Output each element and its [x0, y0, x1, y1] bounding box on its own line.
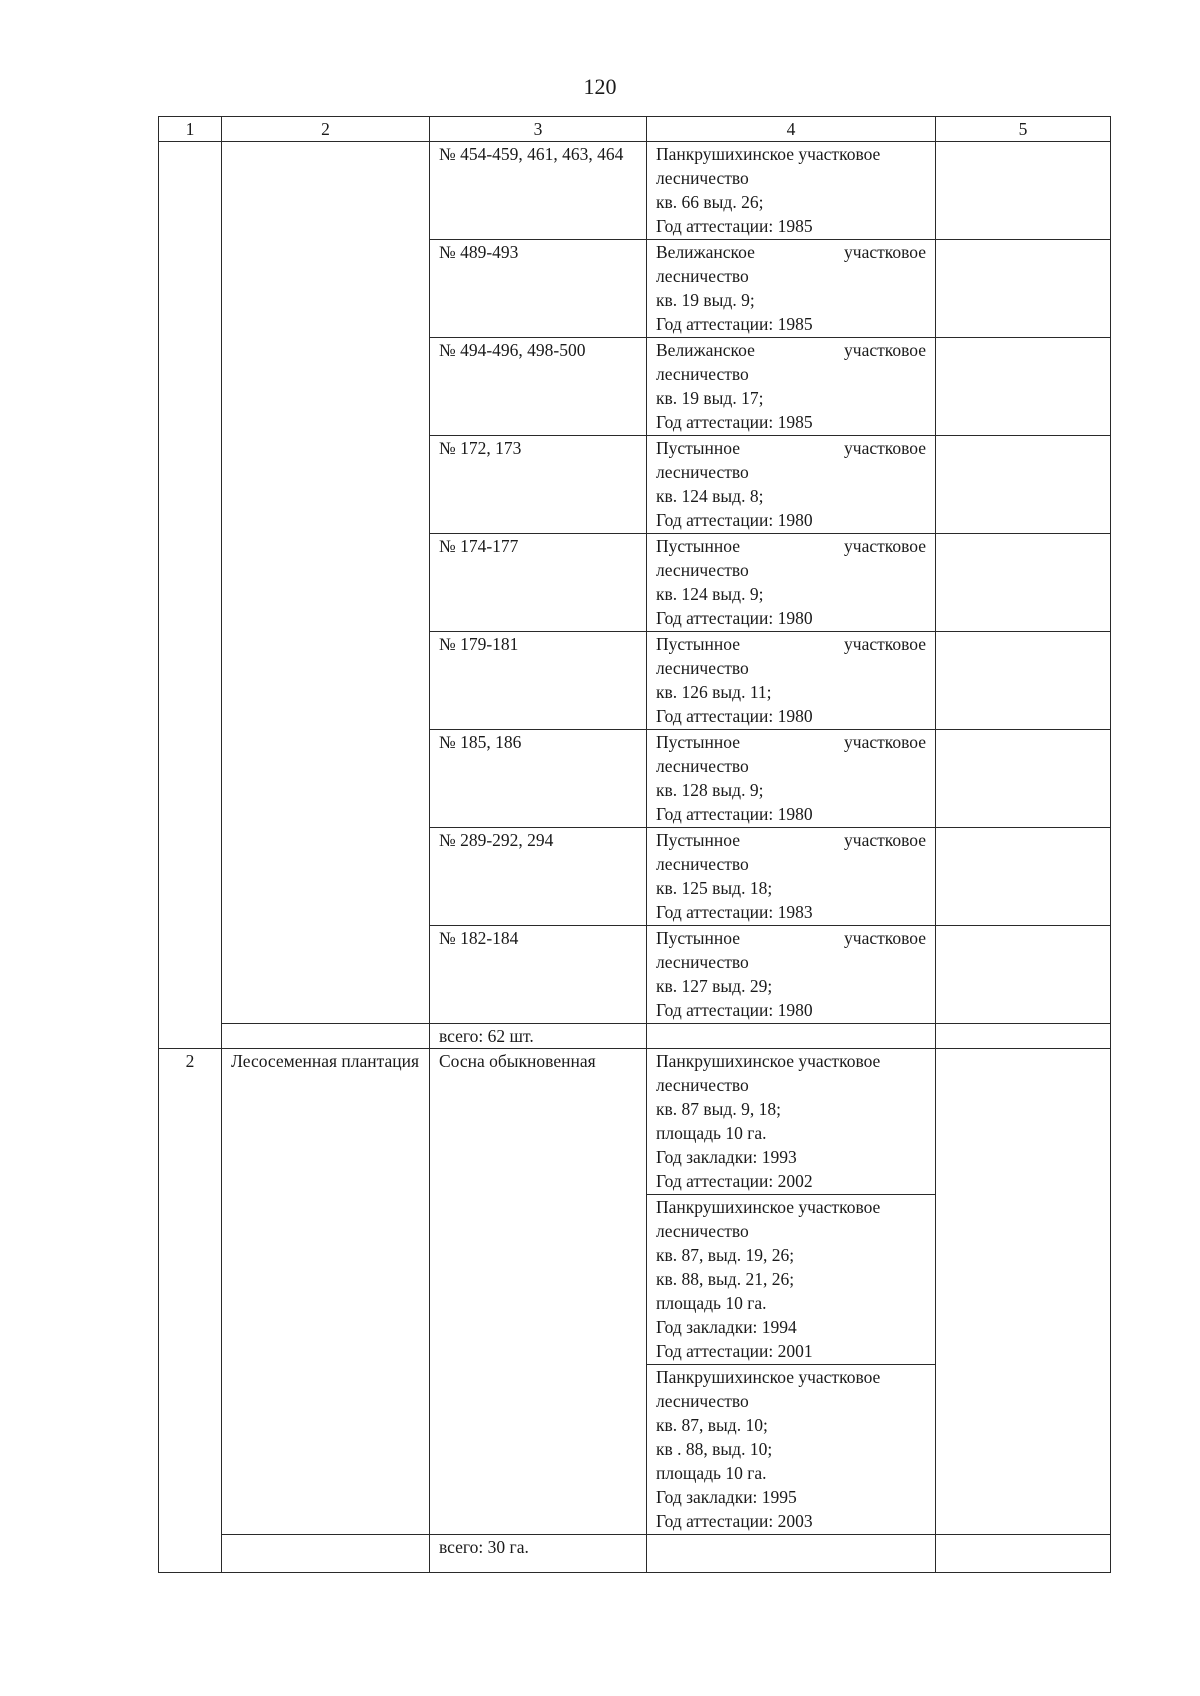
forestry-location: Велижанское участковое лесничество кв. 19 выд. 9; Год аттестации: 1985	[647, 240, 936, 338]
tree-numbers: № 174-177	[430, 534, 647, 632]
total-blank-cell	[222, 1535, 430, 1573]
notes-cell	[936, 142, 1111, 240]
column-header-3: 3	[430, 117, 647, 142]
plantation-location: Панкрушихинское участковое лесничество кв. 87, выд. 10; кв . 88, выд. 10; площадь 10 га. Год закладки: 1995 Год аттестации: 2003	[647, 1365, 936, 1535]
tree-numbers: № 185, 186	[430, 730, 647, 828]
notes-cell	[936, 1049, 1111, 1535]
column-header-5: 5	[936, 117, 1111, 142]
forestry-location: Пустынное участковое лесничество кв. 127 выд. 29; Год аттестации: 1980	[647, 926, 936, 1024]
section-2-index: 2	[159, 1049, 222, 1573]
forest-seed-table	[158, 116, 1111, 1573]
notes-cell	[936, 730, 1111, 828]
notes-cell	[936, 828, 1111, 926]
column-header-row	[159, 117, 1111, 142]
plus-tree-row	[159, 142, 1111, 240]
section-2-name: Лесосеменная плантация	[222, 1049, 430, 1535]
notes-cell	[936, 632, 1111, 730]
total-blank-cell	[222, 1024, 430, 1049]
notes-cell	[936, 1024, 1111, 1049]
column-header-1: 1	[159, 117, 222, 142]
tree-numbers: № 494-496, 498-500	[430, 338, 647, 436]
section-1-index-cell	[159, 142, 222, 1049]
section-2-species: Сосна обыкновенная	[430, 1049, 647, 1535]
forestry-location: Пустынное участковое лесничество кв. 128 выд. 9; Год аттестации: 1980	[647, 730, 936, 828]
section-1-name-cell	[222, 142, 430, 1024]
forestry-location: Пустынное участковое лесничество кв. 124 выд. 8; Год аттестации: 1980	[647, 436, 936, 534]
notes-cell	[936, 534, 1111, 632]
plantation-location: Панкрушихинское участковое лесничество кв. 87, выд. 19, 26; кв. 88, выд. 21, 26; площадь 10 га. Год закладки: 1994 Год аттестации: 2001	[647, 1195, 936, 1365]
notes-cell	[936, 1535, 1111, 1573]
tree-numbers: № 289-292, 294	[430, 828, 647, 926]
seed-plantation-row	[159, 1049, 1111, 1195]
notes-cell	[936, 240, 1111, 338]
forestry-location: Пустынное участковое лесничество кв. 125 выд. 18; Год аттестации: 1983	[647, 828, 936, 926]
forestry-location: Панкрушихинское участковое лесничество кв. 66 выд. 26; Год аттестации: 1985	[647, 142, 936, 240]
tree-numbers: № 454-459, 461, 463, 464	[430, 142, 647, 240]
plus-trees-total: всего: 62 шт.	[430, 1024, 647, 1049]
forestry-location: Пустынное участковое лесничество кв. 126 выд. 11; Год аттестации: 1980	[647, 632, 936, 730]
seed-plantation-total: всего: 30 га.	[430, 1535, 647, 1573]
tree-numbers: № 489-493	[430, 240, 647, 338]
plus-trees-total-row	[159, 1024, 1111, 1049]
tree-numbers: № 172, 173	[430, 436, 647, 534]
column-header-4: 4	[647, 117, 936, 142]
tree-numbers: № 179-181	[430, 632, 647, 730]
notes-cell	[936, 436, 1111, 534]
seed-plantation-total-row	[159, 1535, 1111, 1573]
notes-cell	[936, 338, 1111, 436]
total-blank-cell	[647, 1535, 936, 1573]
notes-cell	[936, 926, 1111, 1024]
column-header-2: 2	[222, 117, 430, 142]
total-blank-cell	[647, 1024, 936, 1049]
tree-numbers: № 182-184	[430, 926, 647, 1024]
plantation-location: Панкрушихинское участковое лесничество кв. 87 выд. 9, 18; площадь 10 га. Год закладки: 1993 Год аттестации: 2002	[647, 1049, 936, 1195]
forestry-location: Велижанское участковое лесничество кв. 19 выд. 17; Год аттестации: 1985	[647, 338, 936, 436]
page-number: 120	[583, 74, 617, 99]
forestry-location: Пустынное участковое лесничество кв. 124 выд. 9; Год аттестации: 1980	[647, 534, 936, 632]
